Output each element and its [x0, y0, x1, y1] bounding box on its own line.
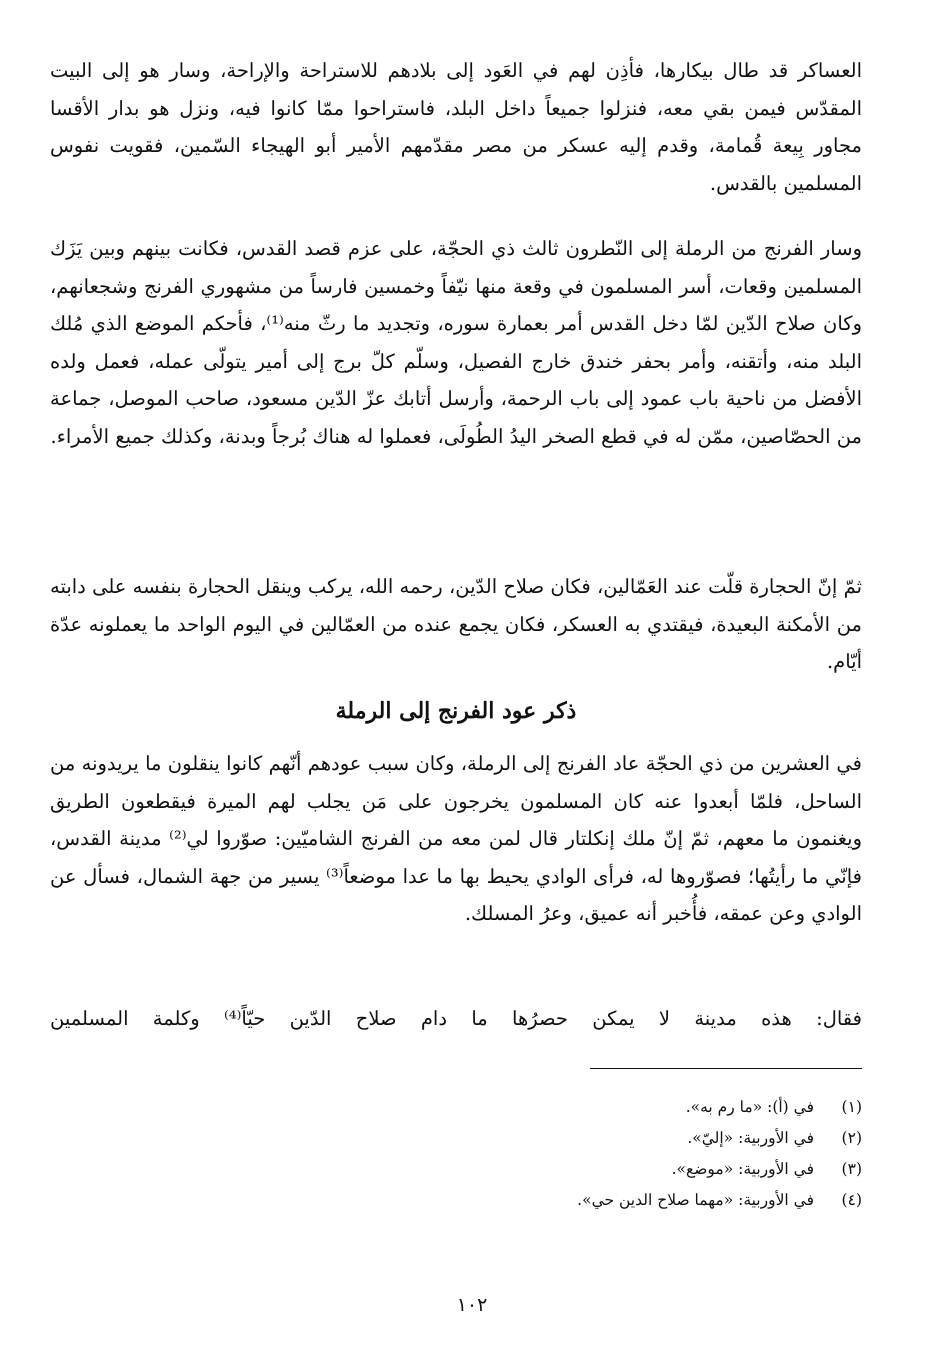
section-paragraph-2: فقال: هذه مدينة لا يمكن حصرُها ما دام صلاح الدّين حيّاً⁽⁴⁾ وكلمة المسلمين	[50, 1007, 862, 1030]
footnote-text: في الأوربية: «موضع».	[671, 1160, 814, 1178]
footnote-text: في (أ): «ما رم به».	[685, 1098, 814, 1116]
body-paragraph-3: ثمّ إنّ الحجارة قلّت عند العَمّالين، فكان صلاح الدّين، رحمه الله، يركب وينقل الحجارة بنفسه على دابته من الأمكنة البعيدة، فيقتدي به العسكر، فكان يجمع عنده من العمّالين في اليوم الواحد ما يعملونه عدّة أيّام.	[50, 575, 862, 673]
page-number: ١٠٢	[456, 1294, 488, 1316]
body-paragraph-1: العساكر قد طال بيكارها، فأذِن لهم في العَود إلى بلادهم للاستراحة والإراحة، وسار هو إلى البيت المقدّس فيمن بقي معه، فنزلوا جميعاً داخل البلد، فاستراحوا ممّا كانوا فيه، ونزل هو بدار الأقسا مجاور بِيعة قُمامة، وقدم إليه عسكر من مصر مقدّمهم الأمير أبو الهيجاء السّمين، فقويت نفوس المسلمين بالقدس.	[50, 59, 862, 195]
footnote-2	[300, 1123, 862, 1154]
footnote-number: (٤)	[841, 1191, 862, 1209]
section-paragraph-1: في العشرين من ذي الحجّة عاد الفرنج إلى الرملة، وكان سبب عودهم أنّهم كانوا ينقلون ما يريدونه من الساحل، فلمّا أبعدوا عنه كان المسلمون يخرجون على مَن يجلب لهم الميرة فيقطعون الطريق ويغنمون ما معهم، ثمّ إنّ ملك إنكلتار قال لمن معه من الفرنج الشاميّين: صوّروا لي⁽²⁾ مدينة القدس، فإنّي ما رأيتُها؛ فصوّروها له، فرأى الوادي يحيط بها ما عدا موضعاً⁽³⁾ يسير من جهة الشمال، فسأل عن الوادي وعن عمقه، فأُخبر أنه عميق، وعرُ المسلك.	[50, 752, 862, 925]
footnote-4	[300, 1185, 862, 1216]
footnote-number: (١)	[841, 1098, 862, 1116]
footnote-text: في الأوربية: «مهما صلاح الدين حي».	[577, 1191, 814, 1209]
footnote-3	[300, 1154, 862, 1185]
footnote-number: (٣)	[841, 1160, 862, 1178]
footnote-text: في الأوربية: «إليّ».	[687, 1129, 814, 1147]
footnote-separator	[590, 1068, 862, 1069]
footnotes-list	[300, 1092, 862, 1216]
body-paragraph-2: وسار الفرنج من الرملة إلى النّطرون ثالث ذي الحجّة، على عزم قصد القدس، فكانت بينهم وبين يَزَك المسلمين وقعات، أسر المسلمون في وقعة منها نيّفاً وخمسين فارساً من مشهوري الفرنج وشجعانهم، وكان صلاح الدّين لمّا دخل القدس أمر بعمارة سوره، وتجديد ما رثّ منه⁽¹⁾، فأحكم الموضع الذي مُلك البلد منه، وأتقنه، وأمر بحفر خندق خارج الفصيل، وسلّم كلّ برج إلى أمير يتولّى عمله، فعمل ولده الأفضل من ناحية باب عمود إلى باب الرحمة، وأرسل أتابك عزّ الدّين مسعود، صاحب الموصل، جماعة من الحصّاصين، ممّن له في قطع الصخر اليدُ الطُولَى، فعملوا له هناك بُرجاً وبدنة، وكذلك جميع الأمراء.	[50, 237, 862, 448]
footnote-number: (٢)	[841, 1129, 862, 1147]
section-heading: ذكر عود الفرنج إلى الرملة	[335, 698, 577, 724]
footnote-1	[300, 1092, 862, 1123]
